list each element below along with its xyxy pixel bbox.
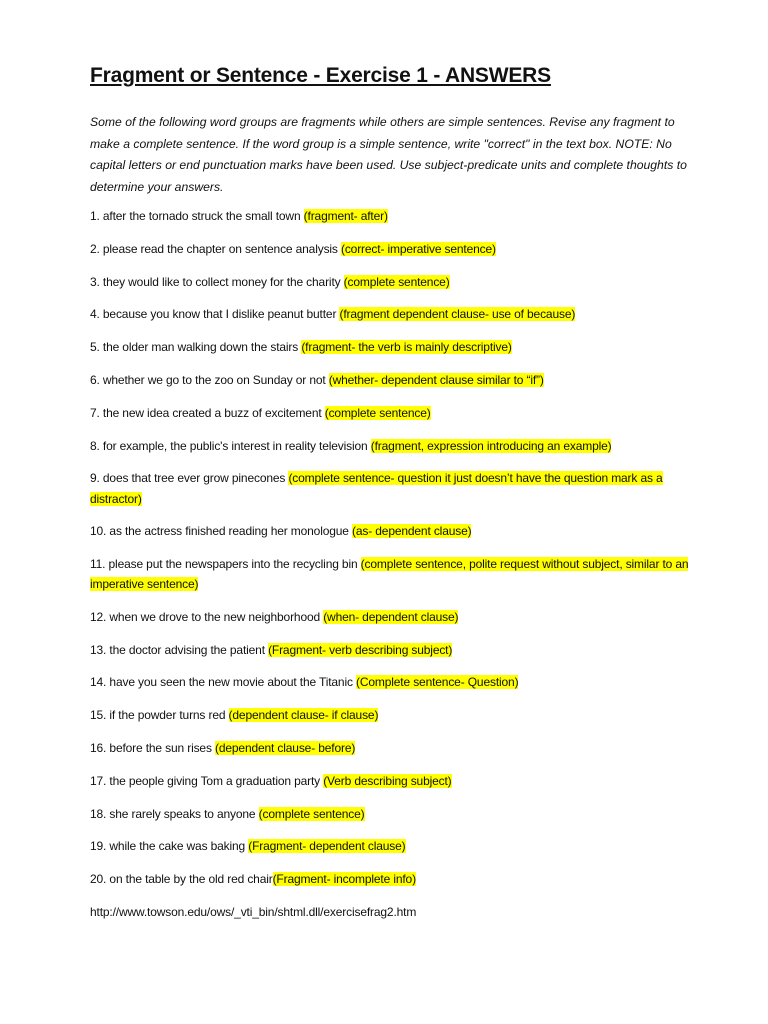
exercise-item	[90, 337, 690, 358]
exercise-item	[90, 705, 690, 726]
answer-highlight: (fragment- after)	[303, 209, 388, 223]
item-text: 9. does that tree ever grow pinecones	[90, 471, 289, 486]
answer-highlight: (whether- dependent clause similar to “if”)	[328, 372, 544, 387]
item-text: 11. please put the newspapers into the recycling bin	[90, 556, 361, 571]
exercise-list	[90, 206, 690, 890]
exercise-item	[90, 607, 690, 628]
item-text: 18. she rarely speaks to anyone	[90, 806, 259, 821]
exercise-item	[90, 771, 690, 792]
exercise-item	[90, 403, 690, 424]
exercise-item	[90, 239, 690, 260]
item-text: 16. before the sun rises	[90, 740, 215, 755]
exercise-item	[90, 804, 690, 825]
answer-highlight: (Verb describing subject)	[323, 773, 452, 788]
answer-highlight: (complete sentence, polite request without subject, similar to an imperative sentence)	[90, 556, 689, 592]
answer-highlight: (fragment dependent clause- use of because)	[339, 307, 576, 322]
item-text: 12. when we drove to the new neighborhood	[90, 609, 324, 624]
exercise-item	[90, 554, 690, 595]
exercise-item	[90, 468, 690, 509]
item-text: 19. while the cake was baking	[90, 839, 249, 854]
exercise-item	[90, 640, 690, 661]
answer-highlight: (dependent clause- if clause)	[228, 708, 379, 723]
item-text: 17. the people giving Tom a graduation party	[90, 773, 324, 788]
item-text: 1. after the tornado struck the small town	[90, 209, 304, 223]
answer-highlight: (Complete sentence- Question)	[356, 675, 519, 690]
item-text: 20. on the table by the old red chair	[90, 872, 273, 887]
item-text: 14. have you seen the new movie about the Titanic	[90, 675, 357, 690]
answer-highlight: (fragment, expression introducing an example)	[370, 438, 612, 453]
item-text: 5. the older man walking down the stairs	[90, 340, 302, 355]
exercise-item	[90, 836, 690, 857]
exercise-item	[90, 436, 690, 457]
exercise-item	[90, 272, 690, 293]
item-text: 3. they would like to collect money for the charity	[90, 274, 344, 289]
item-text: 6. whether we go to the zoo on Sunday or not	[90, 372, 329, 387]
item-text: 2. please read the chapter on sentence analysis	[90, 241, 341, 256]
item-text: 8. for example, the public's interest in reality television	[90, 438, 371, 453]
exercise-item	[90, 370, 690, 391]
exercise-item	[90, 738, 690, 759]
exercise-item	[90, 869, 690, 890]
answer-highlight: (complete sentence- question it just doesn’t have the question mark as a distractor)	[90, 471, 663, 506]
answer-highlight: (complete sentence)	[258, 806, 365, 821]
page-title: Fragment or Sentence - Exercise 1 - ANSWERS	[90, 64, 551, 87]
exercise-item	[90, 206, 690, 227]
answer-highlight: (complete sentence)	[324, 405, 431, 420]
answer-highlight: (as- dependent clause)	[352, 524, 472, 539]
answer-highlight: (dependent clause- before)	[215, 740, 356, 755]
answer-highlight: (complete sentence)	[343, 274, 450, 289]
answer-highlight: (fragment- the verb is mainly descriptive)	[301, 340, 512, 355]
source-url[interactable]: http://www.towson.edu/ows/_vti_bin/shtml.dll/exercisefrag2.htm	[90, 904, 417, 919]
item-text: 7. the new idea created a buzz of excitement	[90, 405, 325, 420]
answer-highlight: (Fragment- dependent clause)	[248, 839, 406, 854]
item-text: 13. the doctor advising the patient	[90, 642, 269, 657]
answer-highlight: (Fragment- incomplete info)	[272, 872, 416, 887]
instructions-paragraph: Some of the following word groups are fragments while others are simple sentences. Revise any fragment to make a complete sentence. If the word group is a simple sentence, write "correct" in the text box. NOTE: No capital letters or end punctuation marks have been used. Use subject-predicate units and complete thoughts to determine your answers.	[90, 115, 687, 194]
item-text: 4. because you know that I dislike peanut butter	[90, 307, 340, 322]
answer-highlight: (Fragment- verb describing subject)	[268, 642, 453, 657]
item-text: 10. as the actress finished reading her monologue	[90, 524, 353, 539]
exercise-item	[90, 521, 690, 542]
item-text: 15. if the powder turns red	[90, 708, 229, 723]
exercise-item	[90, 672, 690, 693]
exercise-item	[90, 304, 690, 325]
answer-highlight: (correct- imperative sentence)	[340, 241, 496, 256]
answer-highlight: (when- dependent clause)	[323, 609, 459, 624]
